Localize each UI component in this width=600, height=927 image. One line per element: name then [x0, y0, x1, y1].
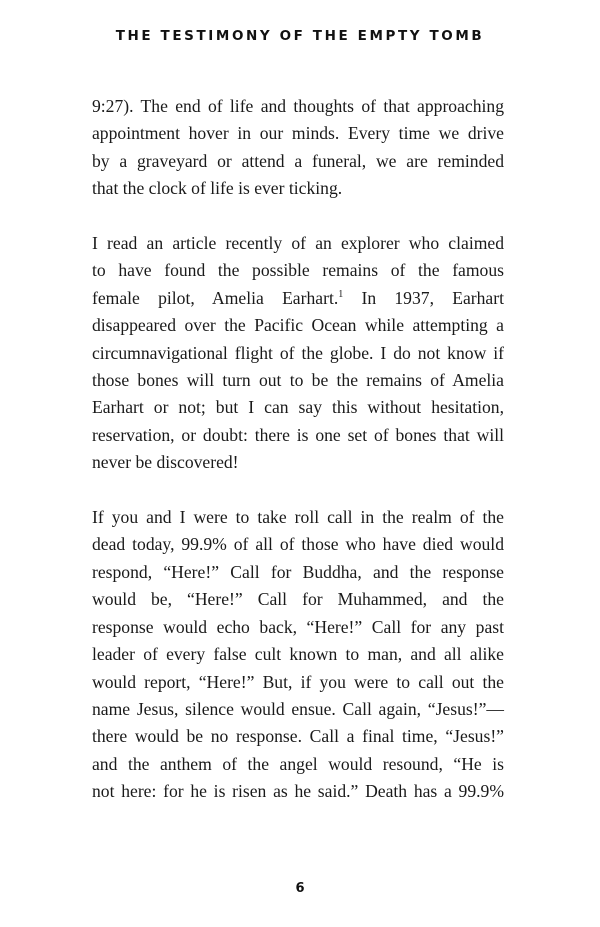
text-line-with-footnote: [92, 285, 504, 312]
text-segment: In 1937, Earhart: [343, 287, 504, 308]
text-line: response would echo back, “Here!” Call for any past: [92, 616, 504, 637]
text-line: to have found the possible remains of the famous: [92, 260, 504, 281]
body-text: [92, 93, 504, 833]
text-line: If you and I were to take roll call in the realm of the: [92, 507, 504, 528]
text-line: Earhart or not; but I can say this without hesitation,: [92, 397, 504, 418]
paragraph-1: [92, 93, 504, 203]
text-line: there would be no response. Call a final time, “Jesus!”: [92, 726, 504, 747]
text-line: and the anthem of the angel would resound, “He is: [92, 753, 504, 774]
text-line: would be, “Here!” Call for Muhammed, and the: [92, 589, 504, 610]
text-line: never be discovered!: [92, 452, 239, 473]
text-line: reservation, or doubt: there is one set of bones that will: [92, 424, 504, 445]
text-line: I read an article recently of an explorer who claimed: [92, 233, 504, 254]
paragraph-3: [92, 504, 504, 805]
text-line: by a graveyard or attend a funeral, we are reminded: [92, 150, 504, 171]
running-header: THE TESTIMONY OF THE EMPTY TOMB: [115, 28, 485, 44]
text-line: 9:27). The end of life and thoughts of that approaching: [92, 96, 504, 116]
text-line: not here: for he is risen as he said.” Death has a 99.9%: [92, 781, 504, 802]
text-line: respond, “Here!” Call for Buddha, and the response: [92, 561, 504, 582]
text-line: circumnavigational flight of the globe. I do not know if: [92, 342, 504, 363]
text-line: would report, “Here!” But, if you were to call out the: [92, 671, 504, 692]
text-line: disappeared over the Pacific Ocean while attempting a: [92, 315, 504, 336]
text-line: that the clock of life is ever ticking.: [92, 178, 343, 199]
page-number: 6: [295, 881, 305, 896]
text-line: leader of every false cult known to man, and all alike: [92, 644, 504, 665]
text-line: dead today, 99.9% of all of those who have died would: [92, 534, 504, 555]
text-line: appointment hover in our minds. Every time we drive: [92, 123, 504, 144]
text-segment: female pilot, Amelia Earhart.: [92, 287, 339, 308]
paragraph-2: [92, 230, 504, 477]
text-line: name Jesus, silence would ensue. Call again, “Jesus!”—: [92, 698, 504, 719]
text-line: those bones will turn out to be the remains of Amelia: [92, 370, 504, 391]
footnote-marker[interactable]: 1: [338, 288, 344, 300]
